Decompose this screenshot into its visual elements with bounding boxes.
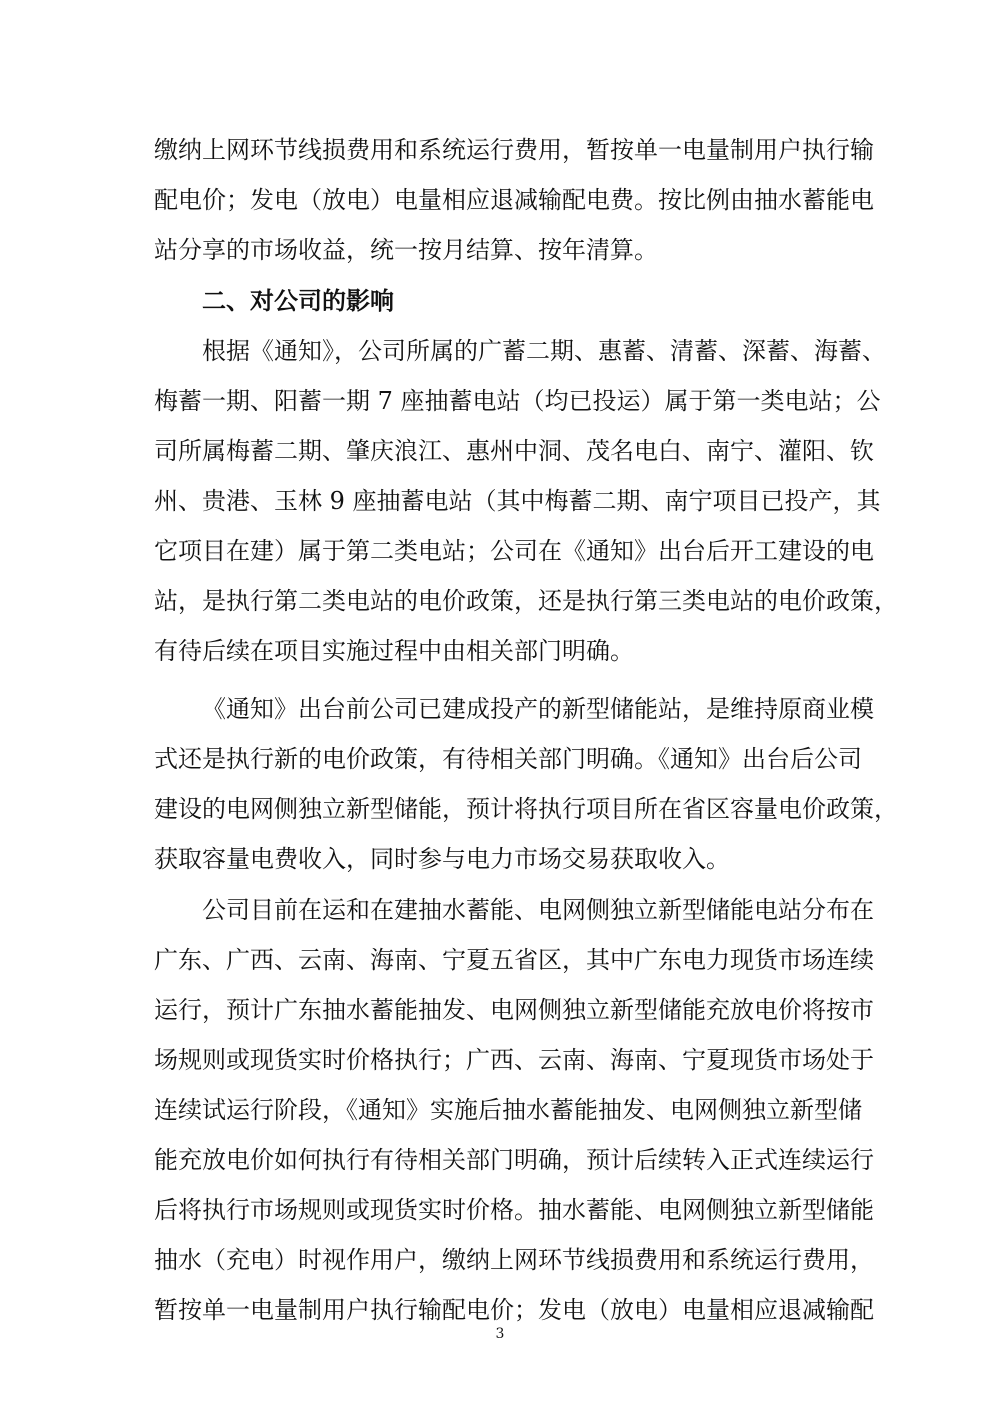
text-line: 后将执行市场规则或现货实时价格。抽水蓄能、电网侧独立新型储能 <box>154 1196 874 1224</box>
text-line: 站，是执行第二类电站的电价政策，还是执行第三类电站的电价政策， <box>154 587 898 615</box>
paragraph-first-line: 公司目前在运和在建抽水蓄能、电网侧独立新型储能电站分布在 <box>202 896 874 924</box>
text-line: 广东、广西、云南、海南、宁夏五省区，其中广东电力现货市场连续 <box>154 946 874 974</box>
text-line: 缴纳上网环节线损费用和系统运行费用，暂按单一电量制用户执行输 <box>154 136 874 164</box>
page-number: 3 <box>495 1326 505 1342</box>
text-line: 梅蓄一期、阳蓄一期 7 座抽蓄电站（均已投运）属于第一类电站；公 <box>154 387 881 415</box>
section-heading: 二、对公司的影响 <box>202 286 394 315</box>
text-line: 它项目在建）属于第二类电站；公司在《通知》出台后开工建设的电 <box>154 537 874 565</box>
text-line: 连续试运行阶段，《通知》实施后抽水蓄能抽发、电网侧独立新型储 <box>154 1096 862 1124</box>
text-line: 建设的电网侧独立新型储能，预计将执行项目所在省区容量电价政策， <box>154 795 898 823</box>
text-line: 能充放电价如何执行有待相关部门明确，预计后续转入正式连续运行 <box>154 1146 874 1174</box>
text-line: 获取容量电费收入，同时参与电力市场交易获取收入。 <box>154 845 730 873</box>
text-line: 站分享的市场收益，统一按月结算、按年清算。 <box>154 236 658 264</box>
text-line: 运行，预计广东抽水蓄能抽发、电网侧独立新型储能充放电价将按市 <box>154 996 874 1024</box>
paragraph-first-line: 《通知》出台前公司已建成投产的新型储能站，是维持原商业模 <box>202 695 874 723</box>
text-line: 式还是执行新的电价政策，有待相关部门明确。《通知》出台后公司 <box>154 745 862 773</box>
text-line: 场规则或现货实时价格执行；广西、云南、海南、宁夏现货市场处于 <box>154 1046 874 1074</box>
text-line: 有待后续在项目实施过程中由相关部门明确。 <box>154 637 634 665</box>
text-line: 抽水（充电）时视作用户，缴纳上网环节线损费用和系统运行费用， <box>154 1246 874 1274</box>
text-line: 配电价；发电（放电）电量相应退减输配电费。按比例由抽水蓄能电 <box>154 186 874 214</box>
text-line: 司所属梅蓄二期、肇庆浪江、惠州中洞、茂名电白、南宁、灌阳、钦 <box>154 437 874 465</box>
text-line: 州、贵港、玉林 9 座抽蓄电站（其中梅蓄二期、南宁项目已投产，其 <box>154 487 881 515</box>
paragraph-first-line: 根据《通知》，公司所属的广蓄二期、惠蓄、清蓄、深蓄、海蓄、 <box>202 337 886 365</box>
text-line: 暂按单一电量制用户执行输配电价；发电（放电）电量相应退减输配 <box>154 1296 874 1324</box>
